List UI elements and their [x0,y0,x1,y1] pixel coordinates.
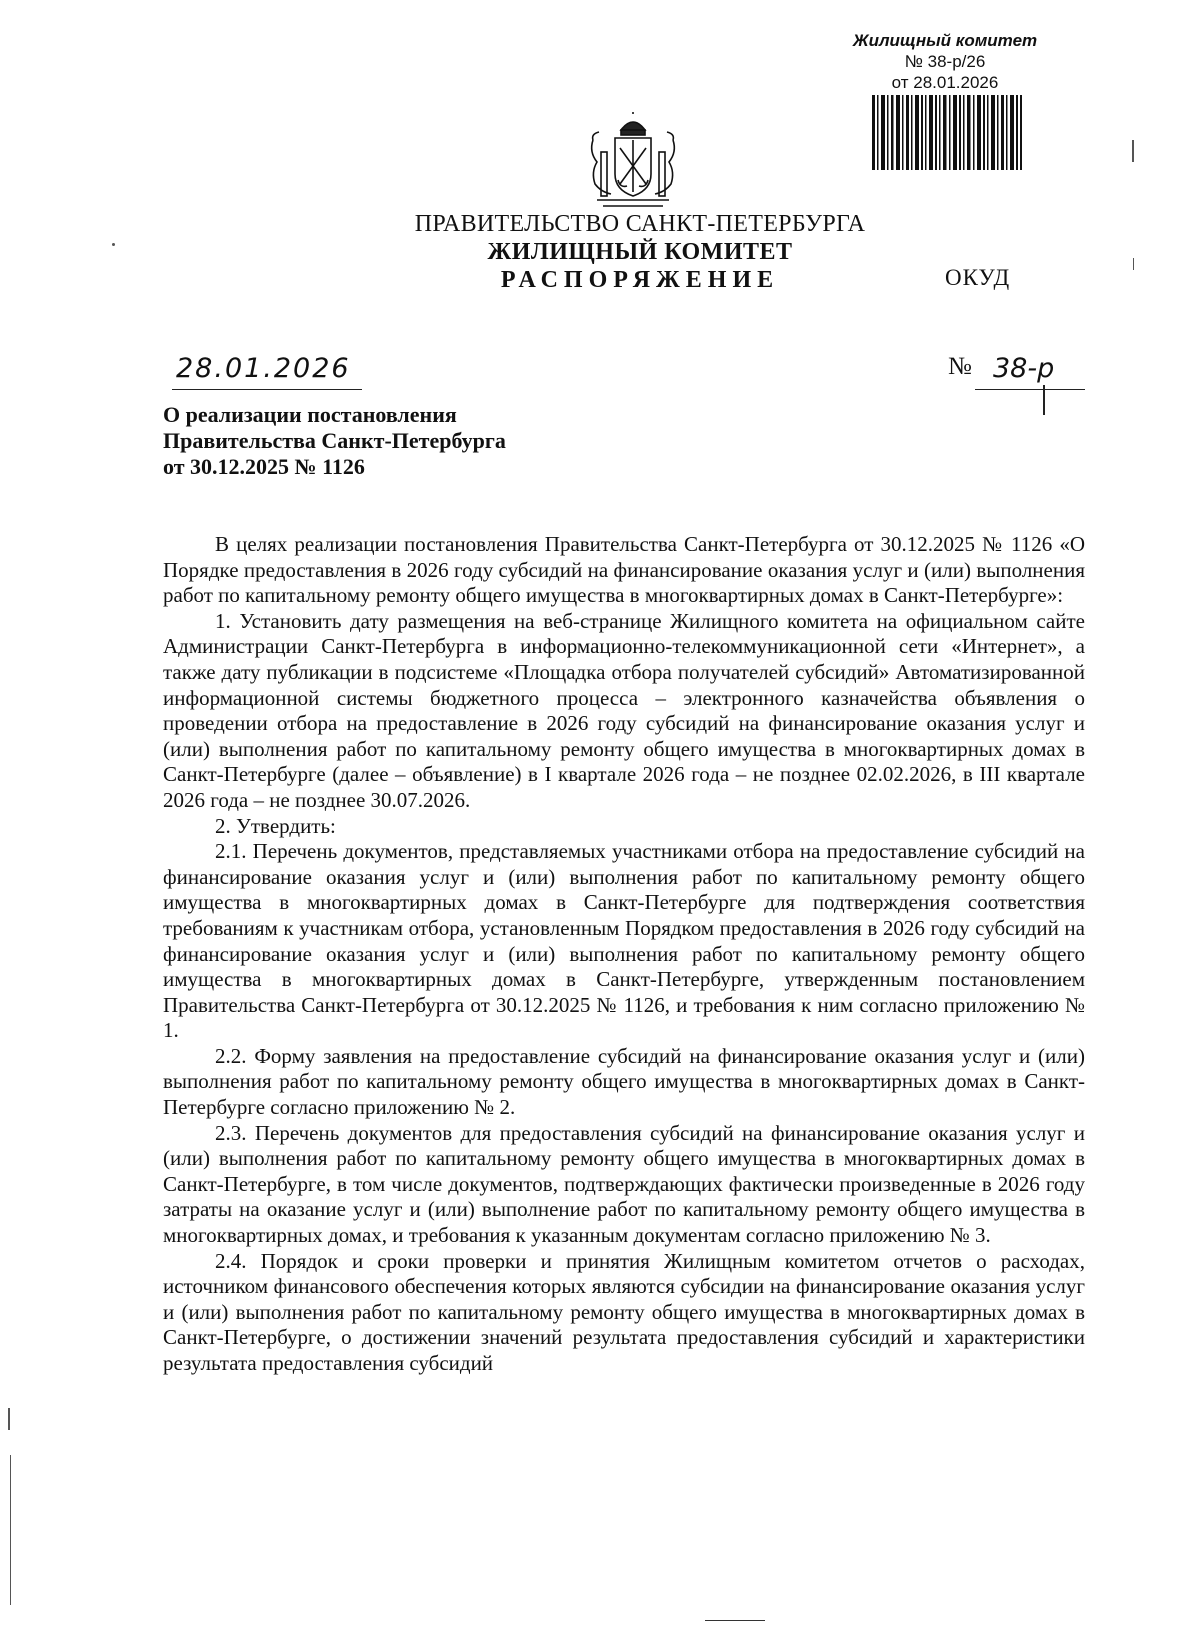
document-body [163,532,1085,1377]
item-2-paragraph: 2. Утвердить: [215,813,336,838]
document-header [330,210,950,294]
scan-mark [1132,140,1134,162]
item-2-4-paragraph: 2.4. Порядок и сроки проверки и принятия Жилищным комитетом отчетов о расходах, источником финансового обеспечения которых являются субсидии на финансирование оказания услуг и (или) выполнения работ по капитальному ремонту общего имущества в многоквартирных домах в Санкт-Петербурге, о достижении значений результата предоставления субсидий и характеристики результата предоставления субсидий [163,1248,1085,1375]
signing-date-field [172,355,362,390]
document-type: РАСПОРЯЖЕНИЕ [500,267,780,293]
registration-stamp [840,30,1050,93]
scan-mark [8,1408,10,1430]
coat-of-arms-icon [585,112,681,212]
scan-mark [705,1620,765,1621]
signature-stroke [1043,385,1045,415]
barcode-icon [872,95,1022,170]
title-line-2: Правительства Санкт-Петербурга [163,428,506,453]
document-title [163,402,683,480]
handwritten-date: 28.01.2026 [176,353,351,384]
stamp-organization: Жилищный комитет [852,31,1038,50]
item-1-paragraph: 1. Установить дату размещения на веб-странице Жилищного комитета на официальном сайте Администрации Санкт-Петербурга в информационно-телекоммуникационной сети «Интернет», а также дату публикации в подсистеме «Площадка отбора получателей субсидий» Автоматизированной информационной системы бюджетного процесса – электронного казначейства объявления о проведении отбора на предоставление в 2026 году субсидий на финансирование оказания услуг и (или) выполнения работ по капитальному ремонту общего имущества в многоквартирных домах в Санкт-Петербурге (далее – объявление) в I квартале 2026 года – не позднее 02.02.2026, в III квартале 2026 года – не позднее 30.07.2026. [163,608,1085,812]
number-label: № [948,353,972,380]
document-number-field [975,355,1085,390]
item-2-1-paragraph: 2.1. Перечень документов, представляемых участниками отбора на предоставление субсидий на финансирование оказания услуг и (или) выполнения работ по капитальному ремонту общего имущества в многоквартирных домах в Санкт-Петербурге для подтверждения соответствия требованиям к участникам отбора, установленным Порядком предоставления в 2026 году субсидий на финансирование оказания услуг и (или) выполнения работ по капитальному ремонту общего имущества в многоквартирных домах в Санкт-Петербурге, утвержденным постановлением Правительства Санкт-Петербурга от 30.12.2025 № 1126, и требования к ним согласно приложению № 1. [163,839,1085,1043]
item-2-3-paragraph: 2.3. Перечень документов для предоставления субсидий на финансирование оказания услуг и (или) выполнения работ по капитальному ремонту общего имущества в многоквартирных домах в Санкт-Петербурге, в том числе документов, подтверждающих фактически произведенные в 2026 году затраты на оказание услуг и (или) выполнение работ по капитальному ремонту общего имущества в многоквартирных домах, и требования к указанным документам согласно приложению № 3. [163,1120,1085,1248]
item-2-2-paragraph: 2.2. Форму заявления на предоставление субсидий на финансирование оказания услуг и (или) выполнения работ по капитальному ремонту общего имущества в многоквартирных домах в Санкт-Петербурге согласно приложению № 2. [163,1043,1085,1120]
stamp-reg-number: № 38-р/26 [904,52,986,71]
title-line-1: О реализации постановления [163,402,457,427]
preamble-paragraph: В целях реализации постановления Правительства Санкт-Петербурга от 30.12.2025 № 1126 «О Порядке предоставления в 2026 году субсидий на финансирование оказания услуг и (или) выполнения работ по капитальному ремонту общего имущества в многоквартирных домах в Санкт-Петербурге»: [163,532,1085,608]
government-name: ПРАВИТЕЛЬСТВО САНКТ-ПЕТЕРБУРГА [414,211,866,237]
stamp-reg-date: от 28.01.2026 [891,73,999,92]
scan-mark [10,1455,11,1605]
committee-name: ЖИЛИЩНЫЙ КОМИТЕТ [487,239,793,265]
title-line-3: от 30.12.2025 № 1126 [163,454,365,479]
scan-mark [112,243,115,246]
okud-label: ОКУД [945,265,1011,290]
handwritten-number: 38-р [993,353,1055,384]
scan-mark [1133,258,1134,270]
